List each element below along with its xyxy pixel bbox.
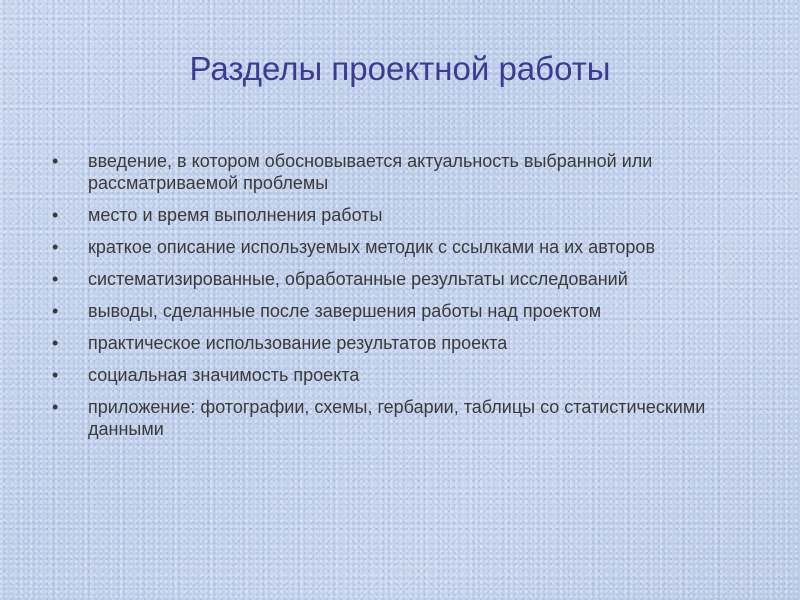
list-item-text: введение, в котором обосновывается актуальность выбранной или рассматриваемой проблемы xyxy=(88,151,653,193)
list-item xyxy=(50,150,750,194)
bullet-icon: • xyxy=(52,365,59,385)
list-item-text: приложение: фотографии, схемы, гербарии, таблицы со статистическими данными xyxy=(88,397,706,439)
bullet-icon: • xyxy=(52,397,59,417)
slide-title: Разделы проектной работы xyxy=(189,50,611,87)
list-item-text: систематизированные, обработанные результаты исследований xyxy=(88,269,628,289)
bullet-icon: • xyxy=(52,333,59,353)
list-item xyxy=(50,396,750,440)
list-item-text: краткое описание используемых методик с ссылками на их авторов xyxy=(88,237,655,257)
list-item-text: выводы, сделанные после завершения работы над проектом xyxy=(88,301,602,321)
bullet-list xyxy=(50,150,750,450)
list-item xyxy=(50,300,750,322)
list-item xyxy=(50,268,750,290)
list-item-text: место и время выполнения работы xyxy=(88,205,383,225)
list-item-text: социальная значимость проекта xyxy=(88,365,360,385)
bullet-icon: • xyxy=(52,205,59,225)
list-item-text: практическое использование результатов проекта xyxy=(88,333,508,353)
bullet-icon: • xyxy=(52,237,59,257)
bullet-icon: • xyxy=(52,269,59,289)
bullet-icon: • xyxy=(52,301,59,321)
list-item xyxy=(50,364,750,386)
list-item xyxy=(50,236,750,258)
list-item xyxy=(50,332,750,354)
list-item xyxy=(50,204,750,226)
bullet-icon: • xyxy=(52,151,59,171)
